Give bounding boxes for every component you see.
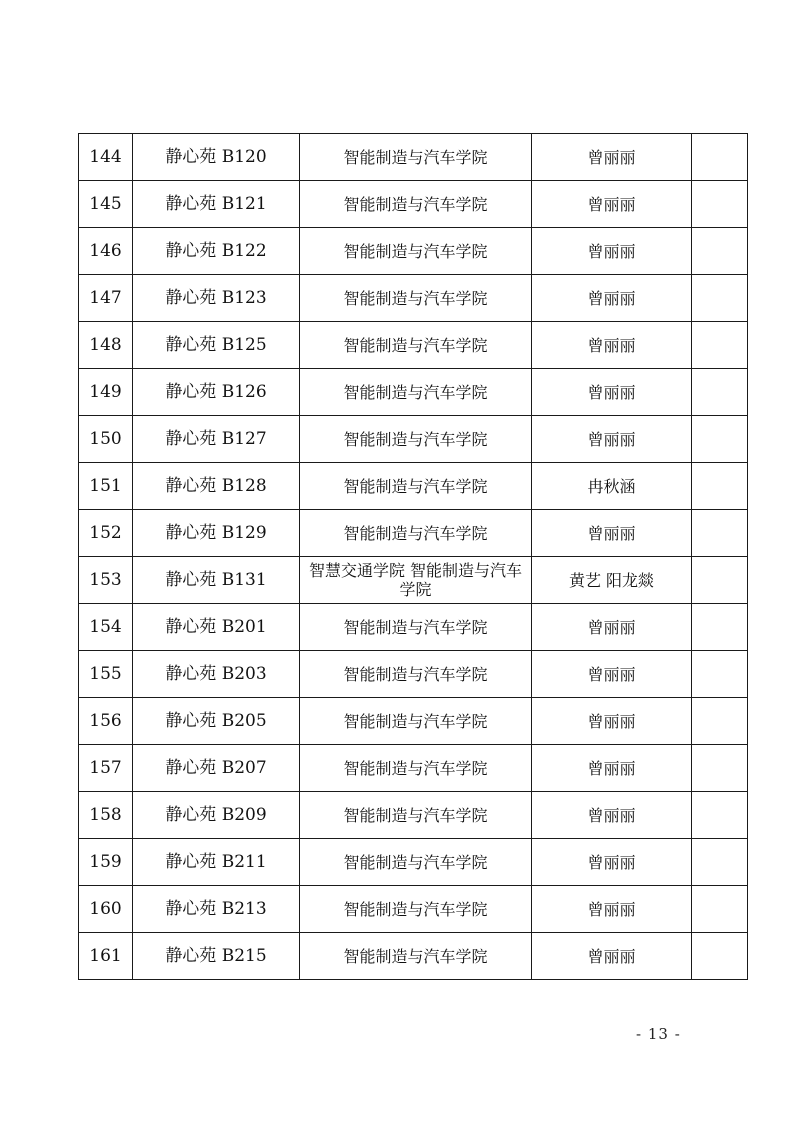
manager-cell: 曾丽丽 xyxy=(532,416,692,463)
college-cell: 智能制造与汽车学院 xyxy=(300,463,532,510)
table-body xyxy=(79,134,748,980)
manager-cell: 曾丽丽 xyxy=(532,604,692,651)
room-cell: 静心苑 B126 xyxy=(133,369,300,416)
note-cell xyxy=(692,698,748,745)
college-cell: 智能制造与汽车学院 xyxy=(300,698,532,745)
table-row xyxy=(79,604,748,651)
manager-cell: 曾丽丽 xyxy=(532,369,692,416)
college-cell: 智能制造与汽车学院 xyxy=(300,416,532,463)
row-number-cell: 149 xyxy=(79,369,133,416)
row-number-cell: 147 xyxy=(79,275,133,322)
table-row xyxy=(79,463,748,510)
college-cell: 智能制造与汽车学院 xyxy=(300,275,532,322)
row-number-cell: 154 xyxy=(79,604,133,651)
college-cell: 智能制造与汽车学院 xyxy=(300,181,532,228)
row-number-cell: 145 xyxy=(79,181,133,228)
table-row xyxy=(79,134,748,181)
note-cell xyxy=(692,933,748,980)
manager-cell: 曾丽丽 xyxy=(532,792,692,839)
table-row xyxy=(79,839,748,886)
table-row xyxy=(79,886,748,933)
manager-cell: 曾丽丽 xyxy=(532,322,692,369)
room-cell: 静心苑 B211 xyxy=(133,839,300,886)
room-cell: 静心苑 B120 xyxy=(133,134,300,181)
note-cell xyxy=(692,651,748,698)
college-cell: 智能制造与汽车学院 xyxy=(300,134,532,181)
room-cell: 静心苑 B125 xyxy=(133,322,300,369)
college-cell: 智能制造与汽车学院 xyxy=(300,745,532,792)
room-cell: 静心苑 B213 xyxy=(133,886,300,933)
college-cell: 智能制造与汽车学院 xyxy=(300,510,532,557)
manager-cell: 曾丽丽 xyxy=(532,275,692,322)
table-row xyxy=(79,745,748,792)
table-row xyxy=(79,651,748,698)
manager-cell: 曾丽丽 xyxy=(532,839,692,886)
manager-cell: 曾丽丽 xyxy=(532,228,692,275)
note-cell xyxy=(692,463,748,510)
table-row xyxy=(79,322,748,369)
note-cell xyxy=(692,181,748,228)
room-cell: 静心苑 B123 xyxy=(133,275,300,322)
college-cell: 智能制造与汽车学院 xyxy=(300,604,532,651)
manager-cell: 曾丽丽 xyxy=(532,745,692,792)
manager-cell: 曾丽丽 xyxy=(532,510,692,557)
college-cell: 智慧交通学院 智能制造与汽车学院 xyxy=(300,557,532,604)
room-cell: 静心苑 B201 xyxy=(133,604,300,651)
table-row xyxy=(79,698,748,745)
college-cell: 智能制造与汽车学院 xyxy=(300,369,532,416)
table-row xyxy=(79,181,748,228)
room-cell: 静心苑 B207 xyxy=(133,745,300,792)
row-number-cell: 144 xyxy=(79,134,133,181)
college-cell: 智能制造与汽车学院 xyxy=(300,839,532,886)
table-row xyxy=(79,510,748,557)
note-cell xyxy=(692,416,748,463)
row-number-cell: 153 xyxy=(79,557,133,604)
manager-cell: 曾丽丽 xyxy=(532,698,692,745)
room-cell: 静心苑 B209 xyxy=(133,792,300,839)
row-number-cell: 159 xyxy=(79,839,133,886)
table-row xyxy=(79,228,748,275)
room-cell: 静心苑 B127 xyxy=(133,416,300,463)
note-cell xyxy=(692,134,748,181)
college-cell: 智能制造与汽车学院 xyxy=(300,322,532,369)
manager-cell: 曾丽丽 xyxy=(532,933,692,980)
row-number-cell: 146 xyxy=(79,228,133,275)
note-cell xyxy=(692,792,748,839)
room-cell: 静心苑 B128 xyxy=(133,463,300,510)
manager-cell: 曾丽丽 xyxy=(532,181,692,228)
note-cell xyxy=(692,604,748,651)
row-number-cell: 158 xyxy=(79,792,133,839)
college-cell: 智能制造与汽车学院 xyxy=(300,886,532,933)
manager-cell: 黄艺 阳龙燚 xyxy=(532,557,692,604)
row-number-cell: 152 xyxy=(79,510,133,557)
note-cell xyxy=(692,275,748,322)
row-number-cell: 156 xyxy=(79,698,133,745)
note-cell xyxy=(692,369,748,416)
room-cell: 静心苑 B205 xyxy=(133,698,300,745)
table-row xyxy=(79,933,748,980)
table-row xyxy=(79,792,748,839)
table-row xyxy=(79,369,748,416)
note-cell xyxy=(692,557,748,604)
note-cell xyxy=(692,510,748,557)
room-cell: 静心苑 B121 xyxy=(133,181,300,228)
note-cell xyxy=(692,839,748,886)
college-cell: 智能制造与汽车学院 xyxy=(300,228,532,275)
manager-cell: 曾丽丽 xyxy=(532,886,692,933)
room-cell: 静心苑 B131 xyxy=(133,557,300,604)
note-cell xyxy=(692,228,748,275)
note-cell xyxy=(692,886,748,933)
room-cell: 静心苑 B203 xyxy=(133,651,300,698)
row-number-cell: 157 xyxy=(79,745,133,792)
manager-cell: 曾丽丽 xyxy=(532,134,692,181)
row-number-cell: 151 xyxy=(79,463,133,510)
row-number-cell: 150 xyxy=(79,416,133,463)
college-cell: 智能制造与汽车学院 xyxy=(300,933,532,980)
note-cell xyxy=(692,322,748,369)
manager-cell: 冉秋涵 xyxy=(532,463,692,510)
room-cell: 静心苑 B215 xyxy=(133,933,300,980)
college-cell: 智能制造与汽车学院 xyxy=(300,792,532,839)
dormitory-assignment-table xyxy=(78,133,748,980)
row-number-cell: 148 xyxy=(79,322,133,369)
table-row xyxy=(79,557,748,604)
row-number-cell: 161 xyxy=(79,933,133,980)
room-cell: 静心苑 B122 xyxy=(133,228,300,275)
row-number-cell: 155 xyxy=(79,651,133,698)
note-cell xyxy=(692,745,748,792)
row-number-cell: 160 xyxy=(79,886,133,933)
college-cell: 智能制造与汽车学院 xyxy=(300,651,532,698)
room-cell: 静心苑 B129 xyxy=(133,510,300,557)
page-number: - 13 - xyxy=(636,1025,681,1043)
table-row xyxy=(79,416,748,463)
manager-cell: 曾丽丽 xyxy=(532,651,692,698)
table-row xyxy=(79,275,748,322)
